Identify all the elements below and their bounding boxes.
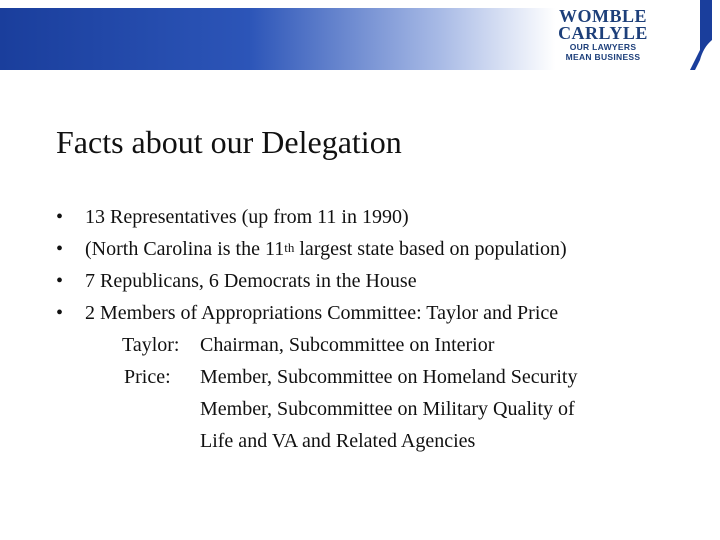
bullet-dot-icon: • — [56, 302, 64, 324]
bullet-text: 7 Republicans, 6 Democrats in the House — [85, 270, 417, 292]
logo-tagline-2: MEAN BUSINESS — [565, 52, 641, 62]
slide-title: Facts about our Delegation — [56, 124, 402, 160]
bullet-text: 2 Members of Appropriations Committee: Taylor and Price — [85, 302, 559, 324]
bullet-list — [56, 201, 567, 329]
taylor-label: Taylor: — [122, 334, 180, 356]
bullet-dot-icon: • — [56, 238, 64, 260]
bullet-text: 13 Representatives (up from 11 in 1990) — [85, 206, 409, 228]
bullet-item — [56, 265, 567, 297]
price-role-3: Life and VA and Related Agencies — [200, 430, 476, 452]
bullet-item — [56, 297, 567, 329]
bullet-dot-icon: • — [56, 270, 64, 292]
bullet-item — [56, 233, 567, 265]
bullet-item — [56, 201, 567, 233]
bullet-text-pre: (North Carolina is the 11 — [85, 238, 285, 260]
company-logo[interactable] — [548, 8, 658, 62]
taylor-role: Chairman, Subcommittee on Interior — [200, 334, 495, 356]
logo-tagline-1: OUR LAWYERS — [569, 42, 637, 52]
price-role-1: Member, Subcommittee on Homeland Security — [200, 366, 578, 388]
bullet-text-post: largest state based on population) — [294, 238, 567, 260]
bullet-dot-icon: • — [56, 206, 64, 228]
price-label: Price: — [124, 366, 171, 388]
price-role-2: Member, Subcommittee on Military Quality of — [200, 398, 575, 420]
logo-line-1: WOMBLE — [558, 6, 647, 26]
bullet-text-superscript: th — [284, 240, 295, 255]
logo-line-2: CARLYLE — [558, 23, 648, 43]
